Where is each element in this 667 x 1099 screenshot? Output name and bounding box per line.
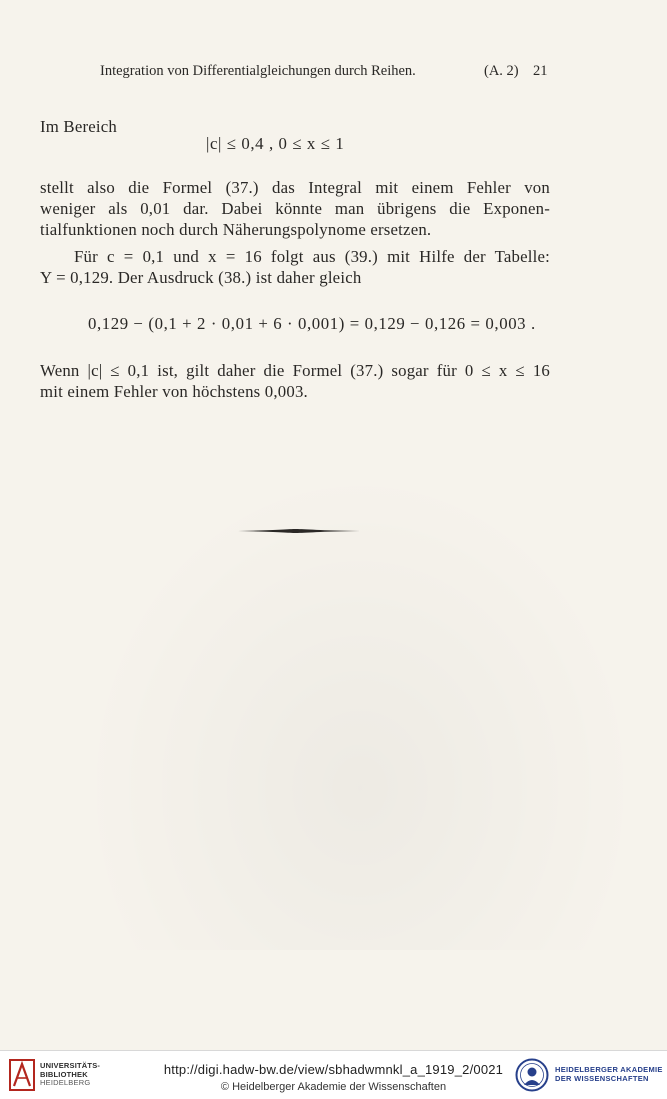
section-end-rule	[232, 529, 360, 533]
intro-line: Im Bereich	[40, 117, 118, 136]
paragraph-line: Für c = 0,1 und x = 16 folgt aus (39.) mit Hilfe der Tabelle:	[74, 247, 550, 266]
page-url-link[interactable]: http://digi.hadw-bw.de/view/sbhadwmnkl_a_1919_2/0021	[163, 1062, 504, 1077]
footer-bar	[0, 1050, 667, 1099]
running-title: Integration von Differentialgleichungen durch Reihen.	[100, 63, 416, 79]
formula-range: |c| ≤ 0,4 , 0 ≤ x ≤ 1	[206, 134, 345, 153]
academy-name: HEIDELBERGER AKADEMIE DER WISSENSCHAFTEN	[555, 1065, 663, 1083]
bleed-through-shadow	[30, 410, 630, 950]
page-number: 21	[533, 63, 548, 79]
formula-calculation: 0,129 − (0,1 + 2 · 0,01 + 6 · 0,001) = 0,129 − 0,126 = 0,003 .	[88, 314, 536, 333]
paragraph-line: Wenn |c| ≤ 0,1 ist, gilt daher die Formel (37.) sogar für 0 ≤ x ≤ 16	[40, 361, 550, 380]
section-reference: (A. 2)	[484, 63, 519, 79]
library-name: UNIVERSITÄTS- BIBLIOTHEK HEIDELBERG	[40, 1061, 101, 1087]
academy-seal-icon	[515, 1058, 549, 1092]
paragraph-line: Y = 0,129. Der Ausdruck (38.) ist daher gleich	[40, 268, 362, 287]
paragraph-line: mit einem Fehler von höchstens 0,003.	[40, 382, 308, 401]
paragraph-line: stellt also die Formel (37.) das Integral mit einem Fehler von	[40, 178, 550, 197]
copyright-notice: © Heidelberger Akademie der Wissenschaften	[220, 1081, 447, 1093]
paragraph-line: tialfunktionen noch durch Näherungspolynome ersetzen.	[40, 220, 432, 239]
paragraph-line: weniger als 0,01 dar. Dabei könnte man übrigens die Exponen-	[40, 199, 550, 218]
